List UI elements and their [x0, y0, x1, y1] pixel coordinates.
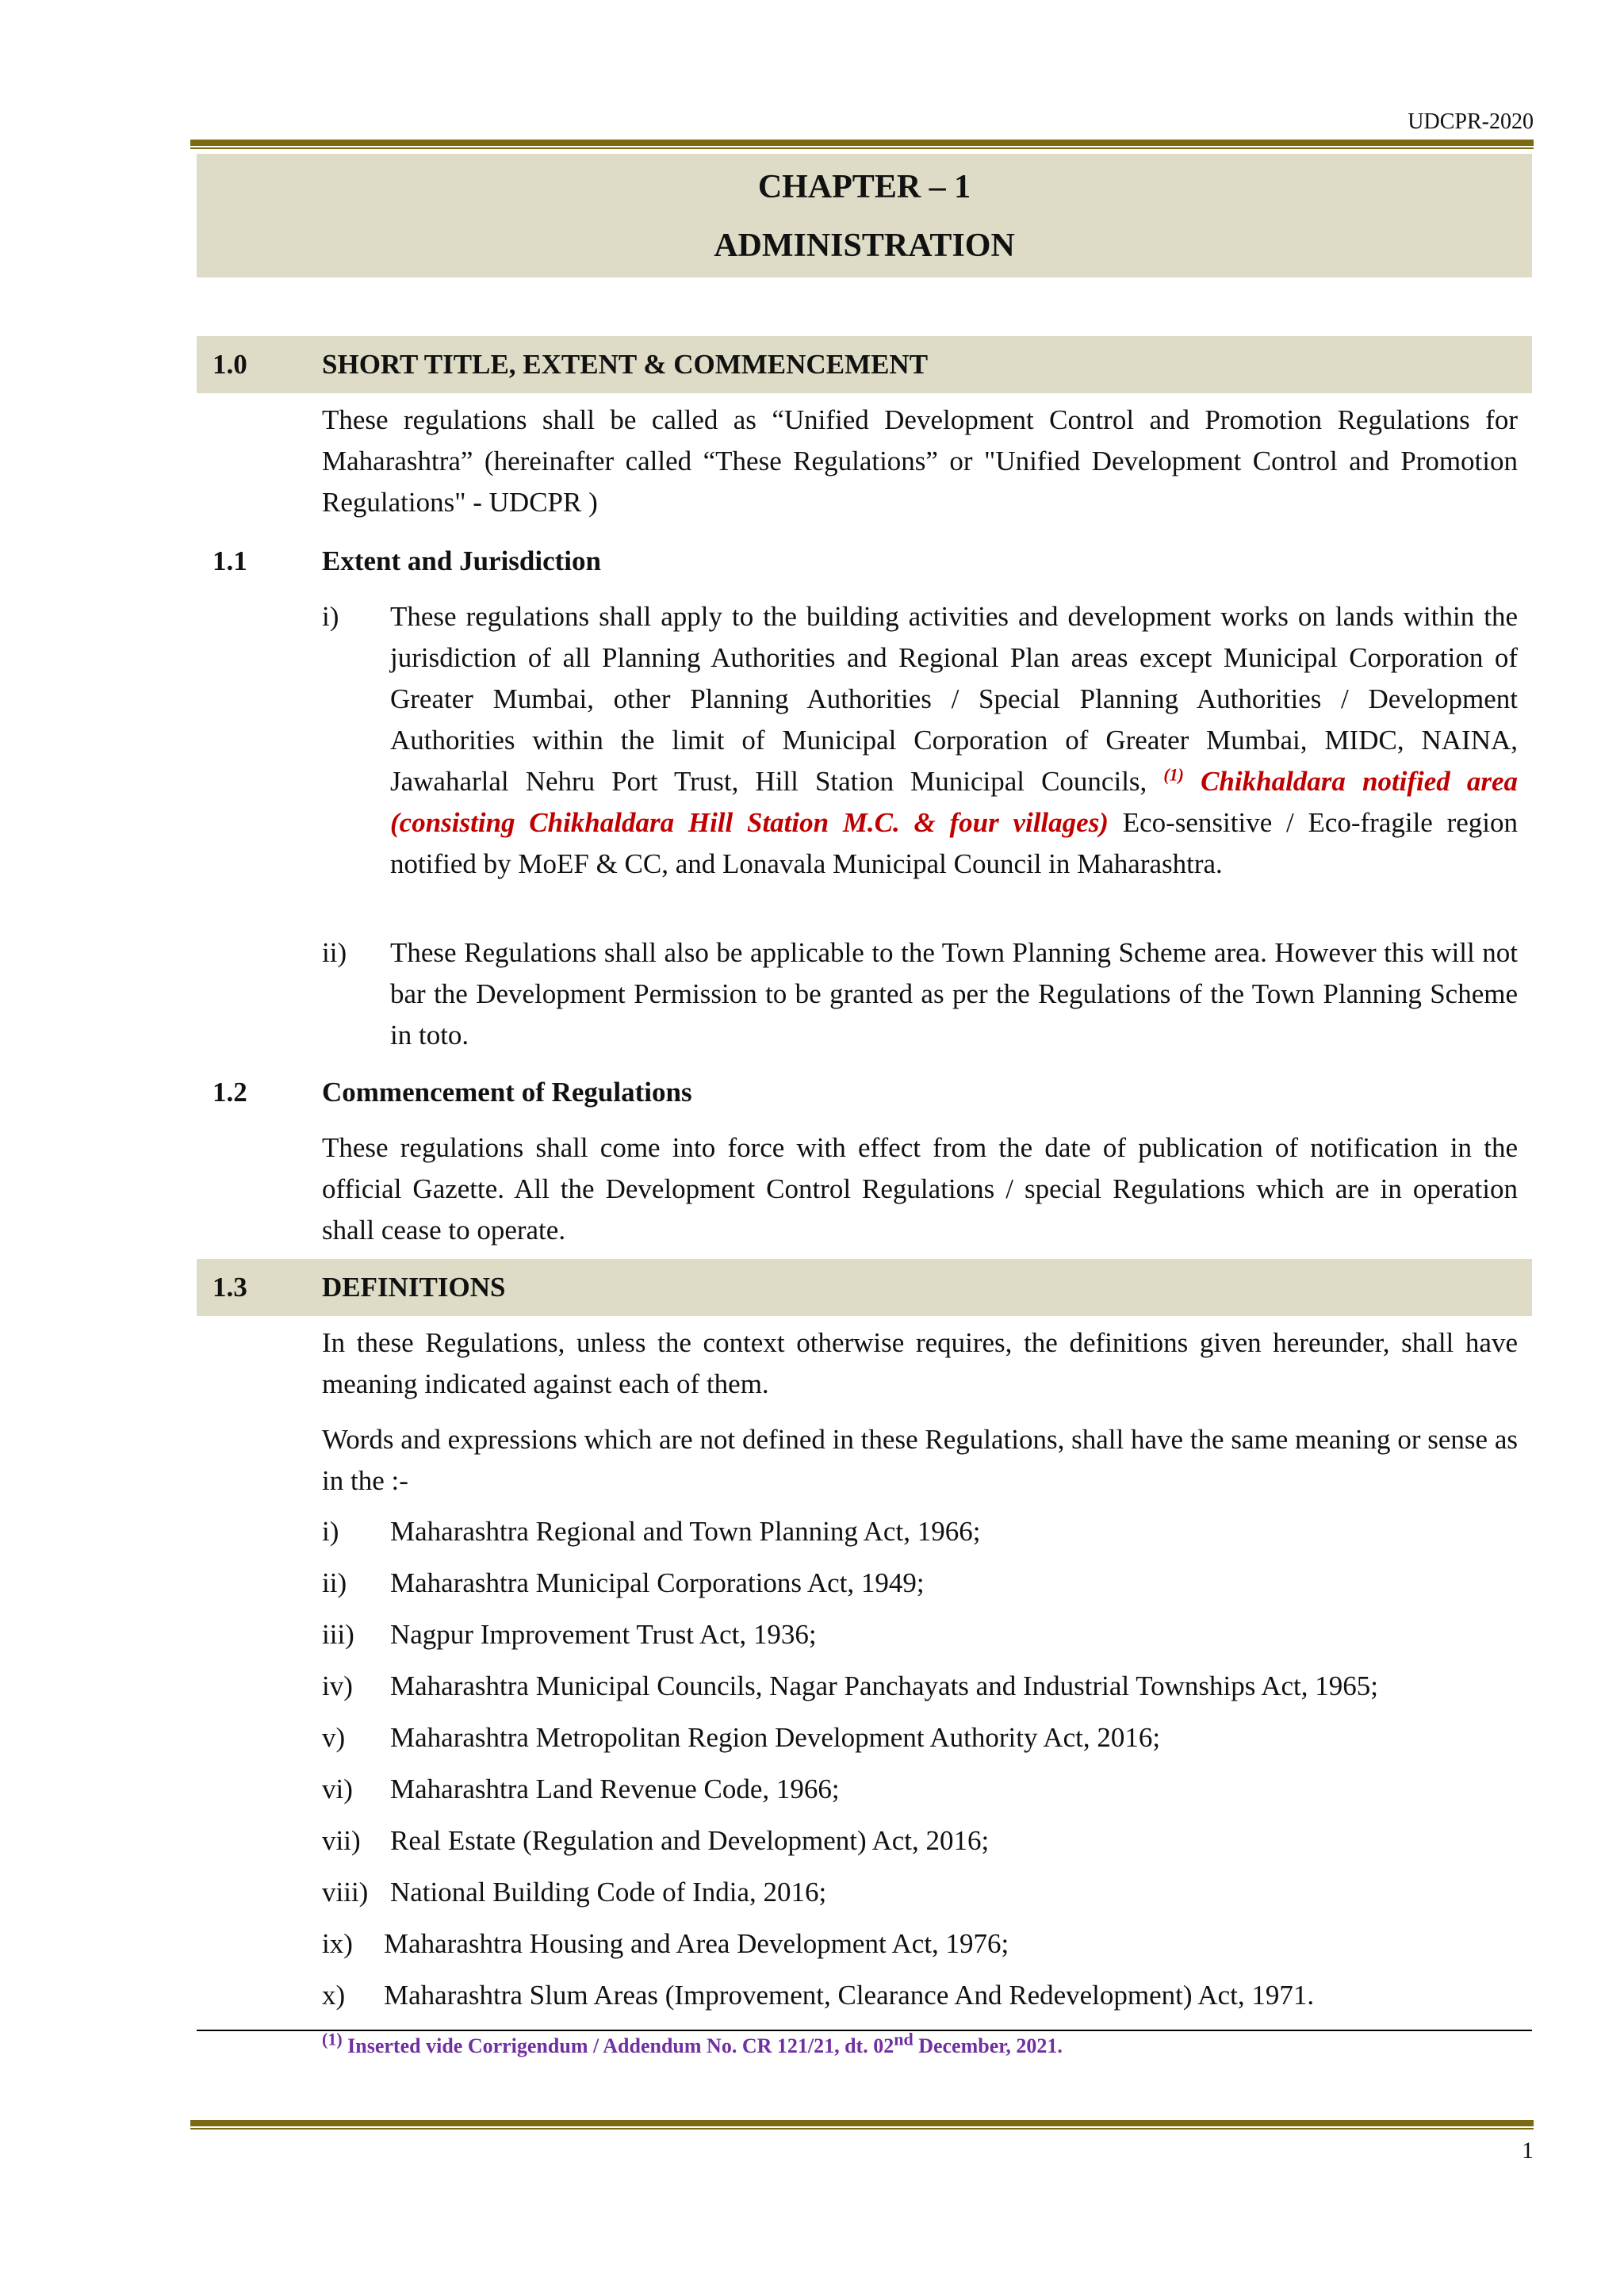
footnote-rule — [197, 2030, 1532, 2031]
section-number: 1.0 — [213, 349, 247, 380]
act-label: vii) — [322, 1825, 361, 1856]
chapter-title: ADMINISTRATION — [714, 228, 1015, 264]
act-label: iv) — [322, 1670, 353, 1701]
act-label: i) — [322, 1516, 339, 1547]
subsection-number: 1.1 — [213, 545, 247, 576]
act-item: National Building Code of India, 2016; — [390, 1877, 827, 1908]
subsection-title: Commencement of Regulations — [322, 1077, 692, 1108]
footnote-reference: (1) — [1163, 764, 1185, 785]
footer-rule — [190, 2120, 1534, 2131]
act-item: Maharashtra Slum Areas (Improvement, Clearance And Redevelopment) Act, 1971. — [384, 1980, 1315, 2011]
section-title: DEFINITIONS — [322, 1272, 506, 1303]
act-label: v) — [322, 1722, 346, 1753]
list-item-text: These regulations shall apply to the building activities and development works on lands within the jurisdiction of all Planning Authorities and Regional Plan areas except Municipal Corporation of Greater Mumbai, other Planning Authorities / Special Planning Authorities / Development Authorities within the limit of Municipal Corporation of Greater Mumbai, MIDC, NAINA, Jawaharlal Nehru Port Trust, Hill Station Municipal Councils, — [390, 601, 1518, 797]
subsection-number: 1.2 — [213, 1077, 247, 1108]
section-title: SHORT TITLE, EXTENT & COMMENCEMENT — [322, 349, 929, 380]
footnote-text: Inserted vide Corrigendum / Addendum No. CR 121/21, dt. 02 — [347, 2034, 894, 2057]
act-label: ii) — [322, 1567, 347, 1598]
footnote-mark: (1) — [322, 2029, 343, 2049]
act-item: Maharashtra Land Revenue Code, 1966; — [390, 1774, 840, 1804]
paragraph-commencement: These regulations shall come into force with effect from the date of publication of notification in the official Gazette. All the Development Control Regulations / special Regulations which are in operation shall cease to operate. — [322, 1132, 1518, 1246]
paragraph-short-title: These regulations shall be called as “Unified Development Control and Promotion Regulations for Maharashtra” (hereinafter called “These Regulations” or "Unified Development Control and Promotion Regulations" - UDCPR ) — [322, 404, 1518, 518]
list-item-tps: These Regulations shall also be applicable to the Town Planning Scheme area. However this will not bar the Development Permission to be granted as per the Regulations of the Town Planning Scheme in toto. — [390, 937, 1518, 1050]
paragraph-definitions-reference: Words and expressions which are not defined in these Regulations, shall have the same meaning or sense as in the :- — [322, 1424, 1518, 1496]
running-header: UDCPR-2020 — [1408, 109, 1534, 134]
act-label: iii) — [322, 1619, 354, 1650]
inserted-text: Chikhaldara notified area (consisting Chikhaldara Hill Station M.C. & four villages) — [390, 766, 1519, 838]
page-number: 1 — [1522, 2137, 1534, 2164]
footnote-ordinal: nd — [894, 2029, 914, 2049]
list-item-label: ii) — [322, 937, 347, 968]
act-item: Maharashtra Metropolitan Region Development Authority Act, 2016; — [390, 1722, 1161, 1753]
list-item-text: Eco-sensitive / Eco-fragile region notified by MoEF & CC, and Lonavala Municipal Council in Maharashtra. — [390, 807, 1518, 879]
act-item: Maharashtra Regional and Town Planning Act, 1966; — [390, 1516, 981, 1547]
act-item: Maharashtra Municipal Councils, Nagar Panchayats and Industrial Townships Act, 1965; — [390, 1670, 1378, 1701]
section-number: 1.3 — [213, 1272, 247, 1303]
act-item: Maharashtra Housing and Area Development Act, 1976; — [384, 1928, 1009, 1959]
act-label: x) — [322, 1980, 346, 2011]
act-label: ix) — [322, 1928, 353, 1959]
act-label: viii) — [322, 1877, 369, 1908]
header-rule — [190, 140, 1534, 151]
act-item: Maharashtra Municipal Corporations Act, 1949; — [390, 1567, 925, 1598]
act-label: vi) — [322, 1774, 353, 1804]
list-item-jurisdiction — [390, 596, 1518, 885]
act-item: Nagpur Improvement Trust Act, 1936; — [390, 1619, 817, 1650]
paragraph-definitions-intro: In these Regulations, unless the context otherwise requires, the definitions given hereunder, shall have meaning indicated against each of them. — [322, 1327, 1518, 1399]
act-item: Real Estate (Regulation and Development) Act, 2016; — [390, 1825, 990, 1856]
subsection-title: Extent and Jurisdiction — [322, 545, 601, 576]
list-item-label: i) — [322, 601, 339, 632]
footnote-text-end: December, 2021. — [918, 2034, 1063, 2057]
chapter-number: CHAPTER – 1 — [757, 169, 971, 205]
footnote — [322, 2029, 1063, 2058]
